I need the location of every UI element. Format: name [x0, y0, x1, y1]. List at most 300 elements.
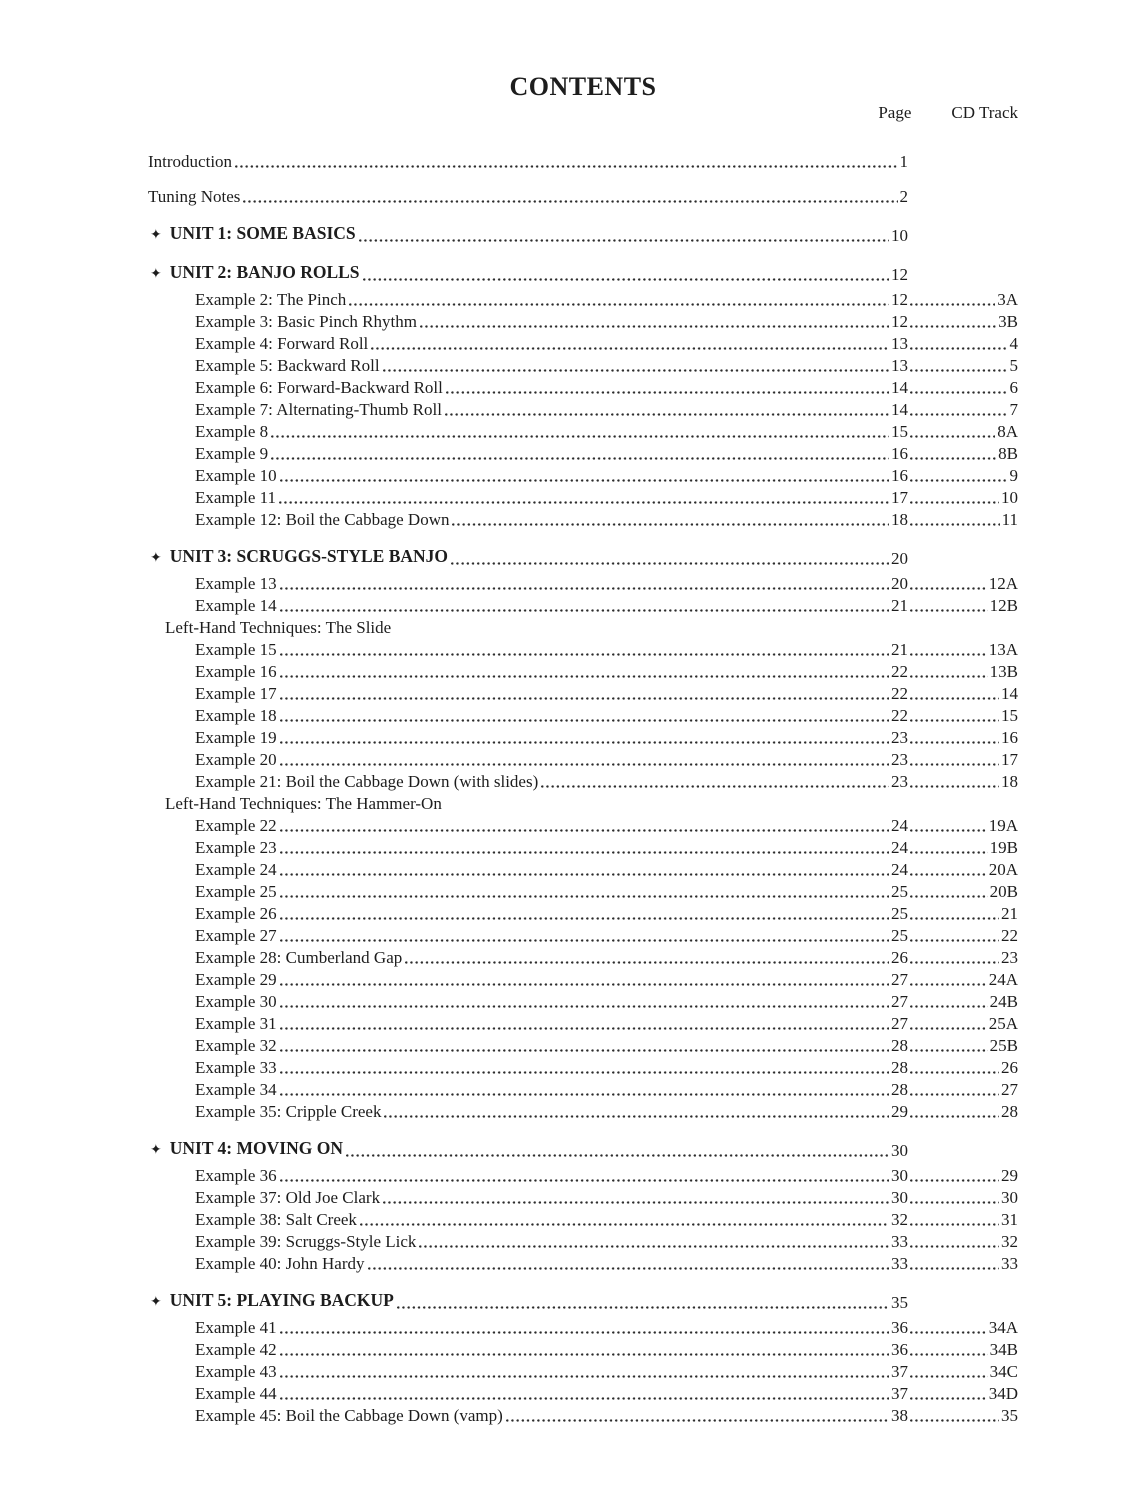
- entry-title: [148, 1384, 277, 1404]
- entry-title: [148, 1210, 357, 1230]
- dot-leader: [280, 829, 889, 832]
- entry-page: 22: [891, 706, 908, 725]
- dot-leader: [910, 347, 1008, 350]
- dot-leader: [445, 413, 889, 416]
- entry-page: 23: [891, 728, 908, 747]
- entry-track: 11: [1001, 510, 1018, 529]
- dot-leader: [910, 1397, 987, 1400]
- dot-leader: [280, 741, 889, 744]
- entry-title: [148, 488, 276, 508]
- entry-title-text: Example 5: Backward Roll: [195, 356, 380, 375]
- entry-title-text: Example 30: [195, 992, 277, 1011]
- dot-leader: [271, 435, 889, 438]
- dot-leader: [910, 303, 995, 306]
- entry-title-text: Example 33: [195, 1058, 277, 1077]
- entry-title-text: Example 3: Basic Pinch Rhythm: [195, 312, 417, 331]
- entry-title-text: Example 12: Boil the Cabbage Down: [195, 510, 450, 529]
- entry-track: 20B: [989, 882, 1018, 901]
- entry-page: 13: [891, 334, 908, 353]
- entry-page: 14: [891, 400, 908, 419]
- toc-entry: [148, 638, 1018, 660]
- entry-page: 10: [891, 226, 908, 245]
- entry-page: 28: [891, 1058, 908, 1077]
- entry-title: [148, 510, 449, 530]
- toc-section: [148, 1139, 1018, 1274]
- toc-unit-heading: [148, 263, 1018, 285]
- entry-title-text: Example 13: [195, 574, 277, 593]
- track-cell: [908, 1318, 1018, 1338]
- entry-page: 26: [891, 948, 908, 967]
- toc-section: [148, 224, 1018, 246]
- entry-title: [148, 378, 443, 398]
- dot-leader: [446, 391, 889, 394]
- entry-title: [148, 1290, 394, 1313]
- entry-track: 34D: [988, 1384, 1018, 1403]
- entry-page: 27: [891, 1014, 908, 1033]
- entry-track: 35: [1001, 1406, 1018, 1425]
- dot-leader: [910, 917, 999, 920]
- dot-leader: [910, 1049, 988, 1052]
- entry-title: [148, 400, 442, 420]
- entry-title-text: Example 7: Alternating-Thumb Roll: [195, 400, 442, 419]
- dot-leader: [280, 917, 889, 920]
- toc-entry: [148, 442, 1018, 464]
- entry-title: [148, 1102, 381, 1122]
- toc-unit-heading: [148, 1291, 1018, 1313]
- entry-track: 34C: [989, 1362, 1018, 1381]
- toc-entry: [148, 1230, 1018, 1252]
- entry-title-text: Example 42: [195, 1340, 277, 1359]
- entry-title-text: Left-Hand Techniques: The Slide: [165, 618, 392, 637]
- dot-leader: [280, 1049, 889, 1052]
- entry-title-text: Example 11: [195, 488, 277, 507]
- track-cell: [908, 378, 1018, 398]
- entry-page: 24: [891, 860, 908, 879]
- toc-entry: [148, 902, 1018, 924]
- entry-title-text: Example 25: [195, 882, 277, 901]
- entry-page: 1: [899, 152, 908, 171]
- entry-title: [148, 816, 277, 836]
- toc-entry: [148, 464, 1018, 486]
- dot-leader: [405, 961, 889, 964]
- track-cell: [908, 970, 1018, 990]
- dot-leader: [360, 1223, 889, 1226]
- toc-entry: [148, 748, 1018, 770]
- toc-entry: [148, 1338, 1018, 1360]
- dot-leader: [910, 1115, 999, 1118]
- entry-page: 36: [891, 1340, 908, 1359]
- dot-leader: [243, 200, 897, 203]
- entry-title: [148, 882, 277, 902]
- entry-title: [148, 466, 277, 486]
- entry-title: [148, 356, 380, 376]
- track-cell: [908, 772, 1018, 792]
- section-entries: [148, 572, 1018, 1122]
- dot-leader: [349, 303, 889, 306]
- entry-page: 24: [891, 816, 908, 835]
- entry-track: 12A: [988, 574, 1018, 593]
- entry-track: 3B: [998, 312, 1018, 331]
- entry-title: [148, 640, 277, 660]
- dot-leader: [280, 873, 889, 876]
- track-cell: [908, 400, 1018, 420]
- entry-title-text: Example 18: [195, 706, 277, 725]
- entry-title: [148, 444, 268, 464]
- entry-page: 30: [891, 1166, 908, 1185]
- entry-page: 12: [891, 265, 908, 284]
- dot-leader: [910, 983, 987, 986]
- entry-track: 29: [1001, 1166, 1018, 1185]
- entry-title-text: Example 14: [195, 596, 277, 615]
- entry-page: 25: [891, 882, 908, 901]
- dot-leader: [910, 939, 999, 942]
- dot-leader: [506, 1419, 889, 1422]
- dot-leader: [280, 763, 889, 766]
- entry-title: [148, 223, 356, 246]
- entry-title-text: Left-Hand Techniques: The Hammer-On: [165, 794, 442, 813]
- entry-title-text: Example 23: [195, 838, 277, 857]
- dot-leader: [910, 1419, 999, 1422]
- entry-page: 16: [891, 444, 908, 463]
- dot-leader: [280, 1071, 889, 1074]
- entry-title-text: Example 43: [195, 1362, 277, 1381]
- dot-leader: [235, 165, 897, 168]
- toc-entry: [148, 836, 1018, 858]
- dot-leader: [910, 391, 1008, 394]
- dot-leader: [451, 562, 889, 565]
- entry-page: 23: [891, 772, 908, 791]
- entry-track: 28: [1001, 1102, 1018, 1121]
- dot-leader: [280, 851, 889, 854]
- toc-entry: [148, 1208, 1018, 1230]
- dot-leader: [910, 1071, 999, 1074]
- dot-leader: [910, 1093, 999, 1096]
- toc-unit-heading: [148, 1139, 1018, 1161]
- entry-track: 24B: [989, 992, 1018, 1011]
- entry-track: 33: [1001, 1254, 1018, 1273]
- entry-title: [148, 312, 417, 332]
- entry-title-text: Example 20: [195, 750, 277, 769]
- entry-title-text: Example 19: [195, 728, 277, 747]
- entry-track: 32: [1001, 1232, 1018, 1251]
- entry-track: 4: [1009, 334, 1018, 353]
- entry-track: 20A: [988, 860, 1018, 879]
- entry-track: 23: [1001, 948, 1018, 967]
- dot-leader: [910, 413, 1008, 416]
- entry-track: 14: [1001, 684, 1018, 703]
- entry-page: 38: [891, 1406, 908, 1425]
- unit-bullet-icon: ✦: [150, 228, 162, 243]
- entry-track: 13A: [988, 640, 1018, 659]
- dot-leader: [279, 501, 889, 504]
- track-cell: [908, 1362, 1018, 1382]
- track-cell: [908, 1188, 1018, 1208]
- track-cell: [908, 596, 1018, 616]
- entry-track: 21: [1001, 904, 1018, 923]
- entry-title-text: Example 32: [195, 1036, 277, 1055]
- entry-title: [148, 596, 277, 616]
- entry-page: 30: [891, 1141, 908, 1160]
- track-cell: [908, 662, 1018, 682]
- dot-leader: [910, 675, 988, 678]
- entry-title-text: Example 8: [195, 422, 269, 441]
- entry-track: 26: [1001, 1058, 1018, 1077]
- entry-title: [148, 618, 391, 638]
- dot-leader: [910, 1267, 999, 1270]
- dot-leader: [280, 1005, 889, 1008]
- entry-title: [148, 1340, 277, 1360]
- track-cell: [908, 728, 1018, 748]
- dot-leader: [371, 347, 889, 350]
- dot-leader: [368, 1267, 890, 1270]
- track-cell: [908, 1232, 1018, 1252]
- entry-page: 25: [891, 926, 908, 945]
- entry-track: 9: [1009, 466, 1018, 485]
- entry-track: 8B: [998, 444, 1018, 463]
- entry-title-text: Example 37: Old Joe Clark: [195, 1188, 381, 1207]
- entry-title-text: UNIT 1: SOME BASICS: [169, 223, 356, 243]
- entry-title: [148, 1254, 365, 1274]
- toc-entry: [148, 508, 1018, 530]
- entry-page: 24: [891, 838, 908, 857]
- toc-entry: [148, 1012, 1018, 1034]
- toc-entry: [148, 1186, 1018, 1208]
- dot-leader: [280, 895, 889, 898]
- entry-title: [148, 948, 402, 968]
- track-cell: [908, 356, 1018, 376]
- toc-entry: [148, 770, 1018, 792]
- entry-title-text: Example 41: [195, 1318, 277, 1337]
- toc-section: [148, 547, 1018, 1122]
- toc-entry: [148, 172, 1018, 207]
- dot-leader: [910, 1223, 999, 1226]
- entry-title-text: Example 36: [195, 1166, 277, 1185]
- entry-page: 2: [899, 187, 908, 206]
- dot-leader: [910, 457, 996, 460]
- track-cell: [908, 750, 1018, 770]
- entry-title-text: Example 26: [195, 904, 277, 923]
- toc-entry: [148, 1382, 1018, 1404]
- entry-title: [148, 794, 442, 814]
- entry-page: 36: [891, 1318, 908, 1337]
- toc-entry: [148, 880, 1018, 902]
- toc-entry: [148, 660, 1018, 682]
- entry-title-text: Example 40: John Hardy: [195, 1254, 365, 1273]
- contents-column: [148, 0, 1018, 1426]
- dot-leader: [910, 587, 987, 590]
- toc-entry: [148, 968, 1018, 990]
- entry-title-text: Example 6: Forward-Backward Roll: [195, 378, 443, 397]
- section-entries: [148, 1316, 1018, 1426]
- entry-track: 6: [1009, 378, 1018, 397]
- track-cell: [908, 860, 1018, 880]
- entry-title: [148, 290, 346, 310]
- entry-page: 28: [891, 1036, 908, 1055]
- entry-title: [148, 334, 368, 354]
- entry-title-text: Example 2: The Pinch: [195, 290, 347, 309]
- dot-leader: [910, 501, 999, 504]
- track-cell: [908, 488, 1018, 508]
- entry-track: 25B: [989, 1036, 1018, 1055]
- track-cell: [908, 838, 1018, 858]
- dot-leader: [910, 325, 996, 328]
- entry-title: [148, 1188, 380, 1208]
- entry-title: [148, 728, 277, 748]
- entry-title: [148, 662, 277, 682]
- entry-page: 33: [891, 1232, 908, 1251]
- dot-leader: [541, 785, 889, 788]
- section-entries: [148, 288, 1018, 530]
- dot-leader: [280, 697, 889, 700]
- dot-leader: [910, 785, 999, 788]
- entry-title-text: UNIT 5: PLAYING BACKUP: [169, 1290, 394, 1310]
- entry-title-text: Example 44: [195, 1384, 277, 1403]
- dot-leader: [271, 457, 889, 460]
- track-cell: [908, 1254, 1018, 1274]
- entry-page: 28: [891, 1080, 908, 1099]
- cd-track-column-header: CD Track: [951, 103, 1018, 122]
- entry-title-text: UNIT 2: BANJO ROLLS: [169, 262, 360, 282]
- entry-page: 27: [891, 992, 908, 1011]
- track-cell: [908, 684, 1018, 704]
- dot-leader: [280, 587, 889, 590]
- entry-track: 5: [1009, 356, 1018, 375]
- unit-bullet-icon: ✦: [150, 1295, 162, 1310]
- toc-entry: [148, 354, 1018, 376]
- entry-title: [148, 926, 277, 946]
- entry-title-text: Example 28: Cumberland Gap: [195, 948, 403, 967]
- entry-track: 18: [1001, 772, 1018, 791]
- toc-entry: [148, 398, 1018, 420]
- entry-title: [148, 262, 360, 285]
- entry-title-text: UNIT 3: SCRUGGS-STYLE BANJO: [169, 546, 449, 566]
- entry-title: [148, 574, 277, 594]
- toc-entry: [148, 1252, 1018, 1274]
- entry-page: 17: [891, 488, 908, 507]
- track-cell: [908, 444, 1018, 464]
- dot-leader: [910, 435, 995, 438]
- toc-entry: [148, 1404, 1018, 1426]
- entry-title: [148, 1362, 277, 1382]
- entry-page: 15: [891, 422, 908, 441]
- entry-page: 12: [891, 290, 908, 309]
- dot-leader: [452, 523, 889, 526]
- dot-leader: [910, 873, 987, 876]
- track-cell: [908, 926, 1018, 946]
- entry-title-text: Example 22: [195, 816, 277, 835]
- track-cell: [908, 948, 1018, 968]
- dot-leader: [346, 1154, 889, 1157]
- dot-leader: [280, 479, 889, 482]
- track-cell: [908, 992, 1018, 1012]
- entry-title-text: Example 24: [195, 860, 277, 879]
- entry-page: 32: [891, 1210, 908, 1229]
- entry-page: 16: [891, 466, 908, 485]
- track-cell: [908, 1406, 1018, 1426]
- entry-page: 20: [891, 549, 908, 568]
- entry-title: [148, 1036, 277, 1056]
- entry-title-text: Example 15: [195, 640, 277, 659]
- entry-title-text: Example 9: [195, 444, 269, 463]
- entry-track: 16: [1001, 728, 1018, 747]
- dot-leader: [910, 479, 1008, 482]
- dot-leader: [910, 1179, 999, 1182]
- dot-leader: [280, 1027, 889, 1030]
- entry-title: [148, 860, 277, 880]
- entry-title: [148, 706, 277, 726]
- dot-leader: [910, 1331, 987, 1334]
- entry-track: 7: [1009, 400, 1018, 419]
- dot-leader: [910, 1353, 988, 1356]
- entry-page: 13: [891, 356, 908, 375]
- entry-track: 34A: [988, 1318, 1018, 1337]
- unit-bullet-icon: ✦: [150, 1143, 162, 1158]
- track-cell: [908, 334, 1018, 354]
- entry-track: 19A: [988, 816, 1018, 835]
- entry-title: [148, 1232, 416, 1252]
- section-entries: [148, 1164, 1018, 1274]
- dot-leader: [280, 1397, 889, 1400]
- entry-page: 37: [891, 1362, 908, 1381]
- toc-entry: [148, 420, 1018, 442]
- toc-entry: [148, 332, 1018, 354]
- toc-entry: [148, 594, 1018, 616]
- toc-entry: [148, 288, 1018, 310]
- dot-leader: [910, 609, 988, 612]
- dot-leader: [910, 829, 987, 832]
- entry-track: 3A: [997, 290, 1018, 309]
- entry-track: 8A: [997, 422, 1018, 441]
- track-cell: [908, 1102, 1018, 1122]
- toc-entry: [148, 486, 1018, 508]
- toc-entry: [148, 376, 1018, 398]
- unit-bullet-icon: ✦: [150, 551, 162, 566]
- entry-track: 12B: [989, 596, 1018, 615]
- entry-page: 25: [891, 904, 908, 923]
- dot-leader: [280, 719, 889, 722]
- entry-title: [148, 1166, 277, 1186]
- entry-title-text: Example 10: [195, 466, 277, 485]
- entry-page: 22: [891, 684, 908, 703]
- toc-entry: [148, 1164, 1018, 1186]
- dot-leader: [910, 1027, 987, 1030]
- dot-leader: [910, 369, 1008, 372]
- entry-page: 29: [891, 1102, 908, 1121]
- track-cell: [908, 640, 1018, 660]
- dot-leader: [910, 1375, 988, 1378]
- entry-page: 21: [891, 640, 908, 659]
- toc-entry: [148, 1078, 1018, 1100]
- entry-track: 24A: [988, 970, 1018, 989]
- entry-page: 21: [891, 596, 908, 615]
- entry-title-text: Example 17: [195, 684, 277, 703]
- unit-bullet-icon: ✦: [150, 267, 162, 282]
- entry-track: 10: [1001, 488, 1018, 507]
- toc-entry: [148, 310, 1018, 332]
- entry-page: 12: [891, 312, 908, 331]
- track-cell: [908, 312, 1018, 332]
- dot-leader: [910, 719, 999, 722]
- dot-leader: [363, 278, 889, 281]
- track-cell: [908, 1036, 1018, 1056]
- entry-track: 27: [1001, 1080, 1018, 1099]
- entry-page: 30: [891, 1188, 908, 1207]
- dot-leader: [280, 983, 889, 986]
- entry-title-text: Example 31: [195, 1014, 277, 1033]
- dot-leader: [280, 675, 889, 678]
- dot-leader: [384, 1115, 889, 1118]
- entry-title: [148, 992, 277, 1012]
